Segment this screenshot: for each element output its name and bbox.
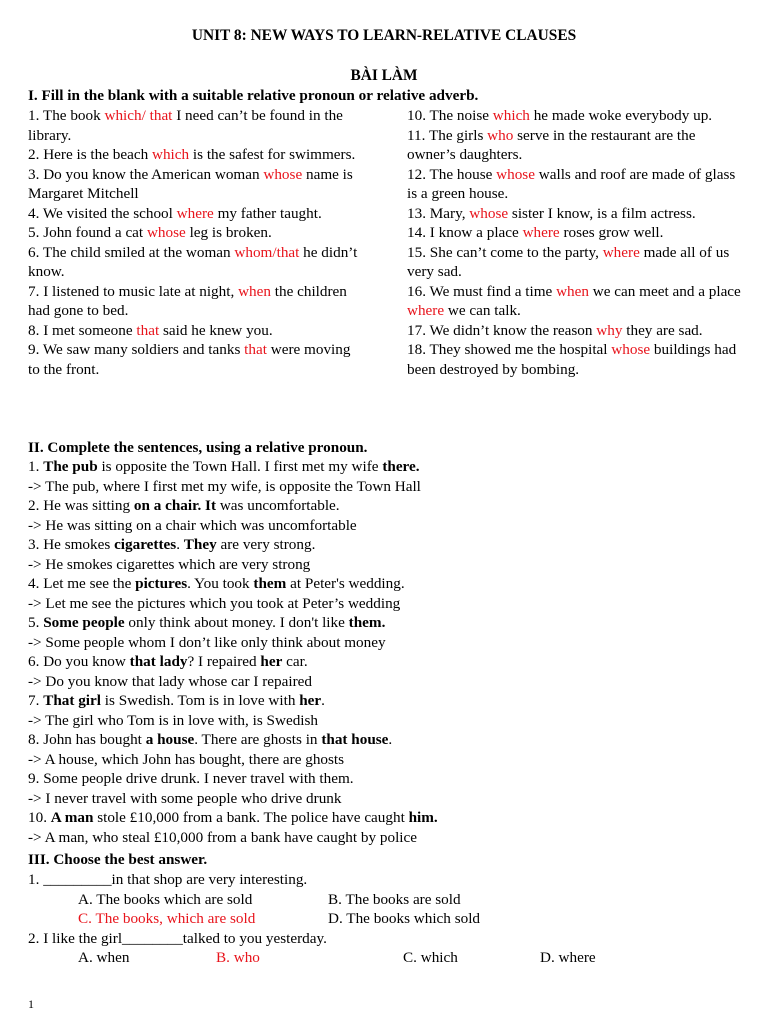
part2-question [28,808,748,828]
item-text: walls and roof are made of glass is a green house. [407,165,736,202]
question-text: 7. [28,692,44,709]
item-text: 14. I know a place [407,224,523,241]
item-text: 2. Here is the beach [28,146,152,163]
emphasis-text: her [299,692,322,709]
part2-answer: -> A man, who steal £10,000 from a bank have caught by police [28,828,418,846]
part1-item [407,340,742,379]
item-text: made all of us very sad. [407,243,730,280]
question-text: ? I repaired [187,653,261,670]
question-text: 10. [28,809,51,826]
emphasis-text: A man [50,809,94,826]
part1-item [407,223,742,243]
correct-option: B. who [216,949,260,966]
correct-option: C. The books, which are sold [78,910,256,927]
emphasis-text: there. [382,458,420,475]
answer-text: why [596,321,623,339]
emphasis-text: that house [321,731,389,748]
part2-question [28,652,748,672]
question-text: 2. He was sitting [28,497,134,514]
item-text: 8. I met someone [28,321,137,339]
item-text: we can talk. [444,302,521,319]
question-text: is Swedish. Tom is in love with [101,692,300,709]
item-text: were moving to the front. [28,341,351,378]
part2-answer: -> Some people whom I don’t like only think about money [28,633,386,651]
option: A. The books which are sold [78,890,253,908]
emphasis-text: The pub [43,458,98,475]
question-text: 8. John has bought [28,731,146,748]
emphasis-text: that lady [129,653,188,670]
item-text: he made woke everybody up. [529,107,713,124]
part1-item [28,204,363,224]
part2-question [28,535,748,555]
part2-question [28,574,748,594]
part1-item [407,106,742,126]
part1-item [28,282,363,321]
part1-item [407,126,742,165]
answer-text: whose [611,341,651,358]
question-text: . [321,692,325,709]
answer-text: where [602,243,640,261]
part2-list [28,457,748,847]
emphasis-text: cigarettes [114,536,177,553]
answer-text: where [522,224,560,241]
part1-item [28,106,363,145]
answer-text: that [136,321,160,339]
item-text: my father taught. [213,204,322,222]
part1-item [28,243,363,282]
option-row [28,948,748,968]
question-text: 1. [28,458,44,475]
page-number: 1 [28,997,34,1011]
item-text: name is Margaret Mitchell [28,165,353,202]
item-text: 10. The noise [407,107,493,124]
part2-answer: -> The pub, where I first met my wife, is opposite the Town Hall [28,477,421,495]
question-text: . There are ghosts in [194,731,322,748]
question-text: at Peter's wedding. [286,575,405,592]
part2-answer: -> He was sitting on a chair which was uncomfortable [28,516,357,534]
item-text: sister I know, is a film actress. [508,204,696,222]
part2-question [28,457,748,477]
option: B. The books are sold [328,890,461,908]
answer-text: who [487,126,514,144]
part1-item [28,340,363,379]
answer-text: where [176,204,214,222]
item-text: 9. We saw many soldiers and tanks [28,341,245,358]
part1-item [28,223,363,243]
item-text: 15. She can’t come to the party, [407,243,603,261]
item-text: 5. John found a cat [28,224,147,241]
part2-answer: -> Do you know that lady whose car I repaired [28,672,312,690]
item-text: he didn’t know. [28,243,358,280]
question-text: 9. Some people drive drunk. I never travel with them. [28,770,354,787]
item-text: 4. We visited the school [28,204,177,222]
part1-item [407,321,742,341]
item-text: serve in the restaurant are the owner’s daughters. [407,126,696,163]
answer-text: whose [496,165,535,183]
answer-text: whom/that [234,243,300,261]
option: C. which [403,949,458,966]
part1-left-column [28,106,363,379]
part2-question [28,730,748,750]
option: D. where [540,949,596,966]
question-text: was uncomfortable. [216,497,340,514]
answer-text: which [492,107,530,124]
part1-item [28,165,363,204]
part2-answer: -> The girl who Tom is in love with, is Swedish [28,711,319,729]
option: D. The books which sold [328,910,481,927]
answer-text: whose [469,204,509,222]
item-text: 18. They showed me the hospital [407,341,612,358]
part1-item [407,204,742,224]
item-text: 3. Do you know the American woman [28,165,264,183]
part2-answer: -> A house, which John has bought, there are ghosts [28,750,345,768]
question-text: 4. Let me see the [28,575,136,592]
part3-list [28,870,748,968]
answer-text: where [407,302,445,319]
part2-question [28,691,748,711]
answer-text: when [556,282,589,300]
answer-text: when [238,282,271,300]
item-text: said he knew you. [159,321,273,339]
answer-text: whose [263,165,303,183]
emphasis-text: him. [408,809,438,826]
page-subtitle: BÀI LÀM [350,67,418,84]
item-text: 6. The child smiled at the woman [28,243,235,261]
emphasis-text: them. [348,614,386,631]
part1-right-column [407,106,742,379]
answer-text: which [151,146,190,163]
part1-item [28,321,363,341]
item-text: 13. Mary, [407,204,470,222]
item-text: 17. We didn’t know the reason [407,321,597,339]
part2-answer: -> He smokes cigarettes which are very strong [28,555,311,573]
item-text: we can meet and a place [589,282,741,300]
item-text: they are sad. [622,321,703,339]
part3-heading: III. Choose the best answer. [28,851,208,868]
answer-text: that [244,341,267,358]
item-text: 7. I listened to music late at night, [28,282,239,300]
part2-question [28,613,748,633]
part2-answer: -> Let me see the pictures which you took at Peter’s wedding [28,594,401,612]
option-row [28,909,748,929]
question-text: . [388,731,393,748]
emphasis-text: on a chair. It [133,497,217,514]
part2-question [28,769,748,789]
item-text: 11. The girls [407,126,488,144]
page-title: UNIT 8: NEW WAYS TO LEARN-RELATIVE CLAUSES [191,27,577,44]
question-text: 5. [28,614,44,631]
item-text: the children had gone to bed. [28,282,347,319]
part1-heading: I. Fill in the blank with a suitable relative pronoun or relative adverb. [28,87,479,104]
emphasis-text: them [253,575,287,592]
emphasis-text: They [183,536,217,553]
question-text: . You took [187,575,254,592]
part1-item [407,243,742,282]
question-text: is opposite the Town Hall. I first met my wife [97,458,383,475]
emphasis-text: Some people [43,614,125,631]
question-text: are very strong. [216,536,316,553]
part3-question: 1. _________in that shop are very interesting. [28,871,308,888]
part2-answer: -> I never travel with some people who drive drunk [28,789,342,807]
question-text: . [176,536,184,553]
part2-question [28,496,748,516]
item-text: leg is broken. [185,224,272,241]
part3-question: 2. I like the girl________talked to you yesterday. [28,929,327,947]
option-row [28,890,748,910]
item-text: 12. The house [407,165,497,183]
question-text: 3. He smokes [28,536,115,553]
emphasis-text: pictures [135,575,188,592]
emphasis-text: That girl [43,692,101,709]
item-text: is the safest for swimmers. [189,146,356,163]
emphasis-text: a house [145,731,195,748]
answer-text: which/ that [104,107,173,124]
emphasis-text: her [260,653,283,670]
part1-item [407,165,742,204]
item-text: I need can’t be found in the library. [28,107,343,144]
part1-item [407,282,742,321]
item-text: 1. The book [28,107,105,124]
option: A. when [78,949,130,966]
question-text: only think about money. I don't like [124,614,349,631]
answer-text: whose [146,224,186,241]
item-text: buildings had been destroyed by bombing. [407,341,737,378]
part1-item [28,145,363,165]
item-text: 16. We must find a time [407,282,557,300]
item-text: roses grow well. [559,224,664,241]
question-text: 6. Do you know [28,653,130,670]
part2-heading: II. Complete the sentences, using a relative pronoun. [28,439,368,456]
question-text: stole £10,000 from a bank. The police have caught [93,809,409,826]
question-text: car. [282,653,308,670]
